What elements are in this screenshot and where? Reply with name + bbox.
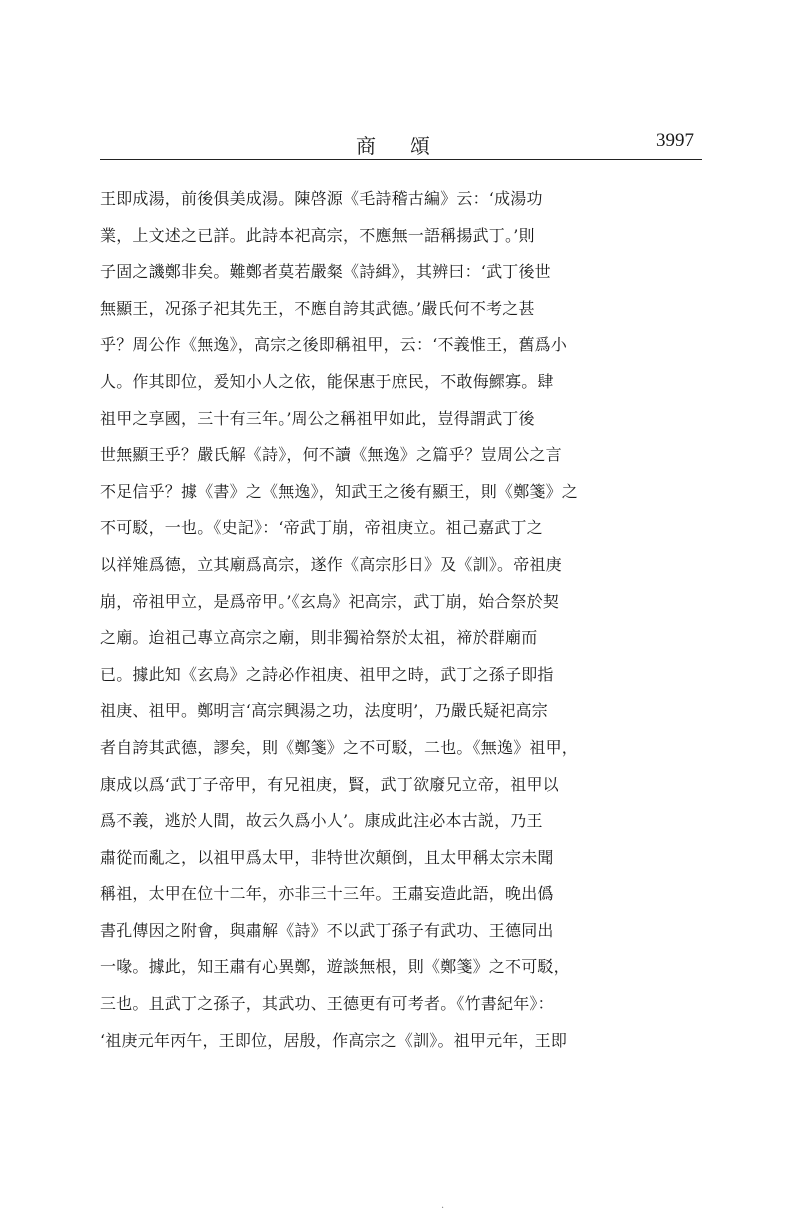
text-line: 以祥雉爲德，立其廟爲高宗，遂作《高宗肜日》及《訓》。帝祖庚 xyxy=(100,554,562,574)
text-line: 世無顯王乎？嚴氏解《詩》，何不讀《無逸》之篇乎？豈周公之言 xyxy=(100,445,562,465)
text-line: 乎？周公作《無逸》，高宗之後即稱祖甲，云：‘不義惟王，舊爲小 xyxy=(100,335,568,355)
footer-mark: · xyxy=(441,1203,445,1214)
text-line: 之廟。迨祖己專立高宗之廟，則非獨祫祭於太祖，禘於群廟而 xyxy=(100,628,538,648)
text-line: 祖庚、祖甲。鄭明言‘高宗興湯之功，法度明’，乃嚴氏疑祀高宗 xyxy=(100,701,548,721)
running-header-title: 商頌 xyxy=(356,134,464,158)
text-line: 不可駁，一也。《史記》：‘帝武丁崩，帝祖庚立。祖己嘉武丁之 xyxy=(100,518,543,538)
text-line: 無顯王，况孫子祀其先王，不應自誇其武德。’嚴氏何不考之甚 xyxy=(100,298,535,318)
running-header xyxy=(100,126,702,162)
text-line: 人。作其即位，爰知小人之依，能保惠于庶民，不敢侮鰥寡。肆 xyxy=(100,371,554,391)
text-line: 不足信乎？據《書》之《無逸》，知武王之後有顯王，則《鄭箋》之 xyxy=(100,481,579,501)
text-line: 已。據此知《玄鳥》之詩必作祖庚、祖甲之時，武丁之孫子即指 xyxy=(100,664,554,684)
text-line: 三也。且武丁之孫子，其武功、王德更有可考者。《竹書紀年》： xyxy=(100,994,554,1014)
text-line: 王即成湯，前後俱美成湯。陳啓源《毛詩稽古編》云：‘成湯功 xyxy=(100,189,543,208)
header-rule xyxy=(100,159,702,160)
text-line: 稱祖，太甲在位十二年，亦非三十三年。王肅妄造此語，晚出僞 xyxy=(100,884,554,904)
text-line: 崩，帝祖甲立，是爲帝甲。’《玄鳥》祀高宗，武丁崩，始合祭於契 xyxy=(100,591,560,611)
text-line: 業，上文述之已詳。此詩本祀高宗，不應無一語稱揚武丁。’則 xyxy=(100,225,535,245)
text-line: 爲不義，逃於人間，故云久爲小人’。康成此注必本古説，乃王 xyxy=(100,811,543,831)
text-line: ‘祖庚元年丙午，王即位，居殷，作高宗之《訓》。祖甲元年，王即 xyxy=(100,1030,568,1050)
text-line: 書孔傳因之附會，與肅解《詩》不以武丁孫子有武功、王德同出 xyxy=(100,920,554,940)
text-line: 祖甲之享國，三十有三年。’周公之稱祖甲如此，豈得謂武丁後 xyxy=(100,408,535,428)
text-line: 子固之譏鄭非矣。難鄭者莫若嚴粲《詩緝》，其辨曰：‘武丁後世 xyxy=(100,262,551,282)
body-text xyxy=(100,181,710,1059)
text-line: 者自誇其武德，謬矣，則《鄭箋》之不可駁，二也。《無逸》祖甲， xyxy=(100,737,579,757)
page-number: 3997 xyxy=(656,130,694,151)
text-line: 一喙。據此，知王肅有心異鄭，遊談無根，則《鄭箋》之不可駁， xyxy=(100,957,570,977)
text-line: 康成以爲‘武丁子帝甲，有兄祖庚，賢，武丁欲廢兄立帝，祖甲以 xyxy=(100,774,559,794)
text-line: 肅從而亂之，以祖甲爲太甲，非特世次顛倒，且太甲稱太宗未聞 xyxy=(100,847,554,867)
